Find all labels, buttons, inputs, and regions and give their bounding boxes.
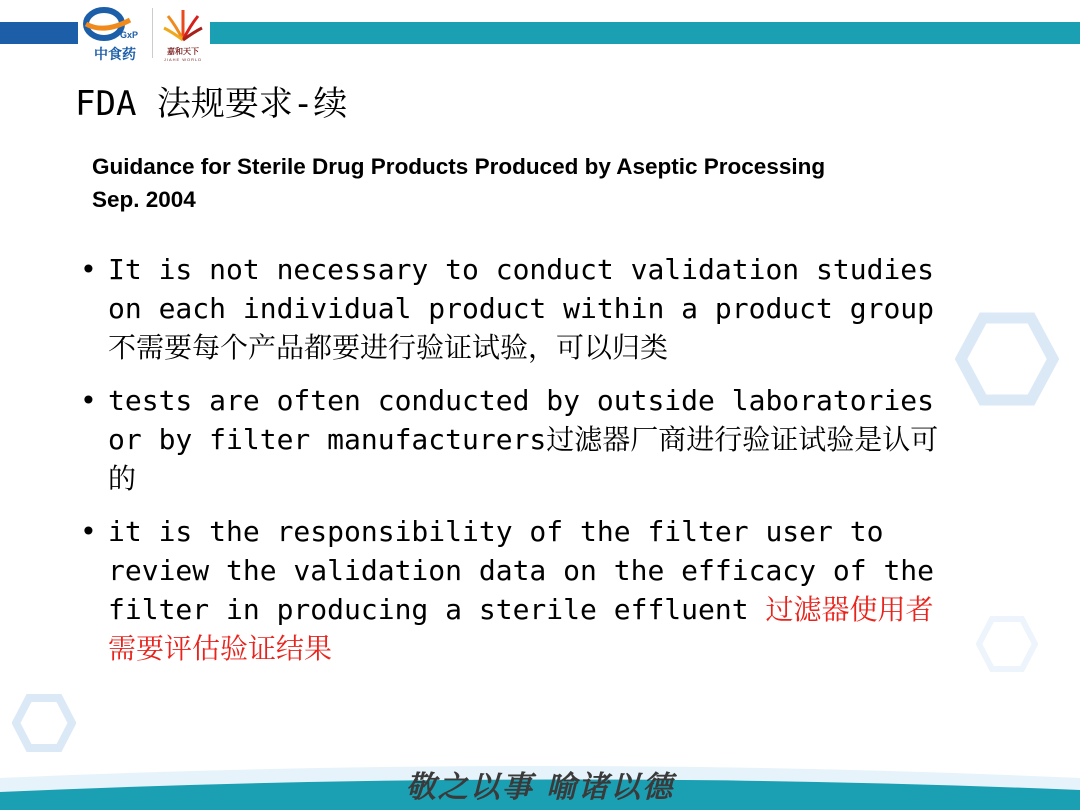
bullet-text: tests are often conducted by outside laboratories or by filter manufacturers过滤器厂商进行验证试验是认可的 <box>108 384 939 495</box>
bullet-text: it is the responsibility of the filter user to review the validation data on the efficacy of the filter in producing a sterile effluent <box>108 515 935 626</box>
hexagon-decoration-icon <box>975 615 1039 673</box>
bullet-list <box>80 250 940 682</box>
gxp-logo <box>80 4 150 64</box>
header-bar-right <box>210 22 1080 44</box>
bullet-item <box>80 250 940 367</box>
bullet-dot-icon: • <box>80 515 97 548</box>
bullet-highlight: 过滤器使用者需要评估验证结果 <box>108 593 934 665</box>
bullet-item <box>80 381 940 498</box>
guidance-subtitle: Guidance for Sterile Drug Products Produced by Aseptic Processing Sep. 2004 <box>92 154 826 212</box>
hexagon-decoration-icon <box>955 312 1059 406</box>
gxp-badge: GxP <box>120 30 139 40</box>
footer-motto: 敬之以事 喻诸以德 <box>405 770 675 805</box>
gxp-logo-text: 中食药 <box>94 46 136 62</box>
jiahe-logo-icon <box>158 4 208 44</box>
jiahe-logo <box>158 4 208 64</box>
jiahe-logo-text: 嘉和天下 <box>167 47 199 56</box>
logo-divider <box>152 8 153 58</box>
slide-title: FDA 法规要求-续 <box>75 84 348 124</box>
bullet-item <box>80 512 940 668</box>
jiahe-logo-subtext: JIAHE WORLD <box>163 57 203 62</box>
hexagon-decoration-icon <box>12 694 76 752</box>
bullet-text: It is not necessary to conduct validation studies on each individual product within a product group不需要每个产品都要进行验证试验，可以归类 <box>108 253 935 364</box>
bullet-dot-icon: • <box>80 253 97 286</box>
gxp-logo-icon <box>80 4 150 44</box>
bullet-dot-icon: • <box>80 384 97 417</box>
header-bar-left <box>0 22 78 44</box>
